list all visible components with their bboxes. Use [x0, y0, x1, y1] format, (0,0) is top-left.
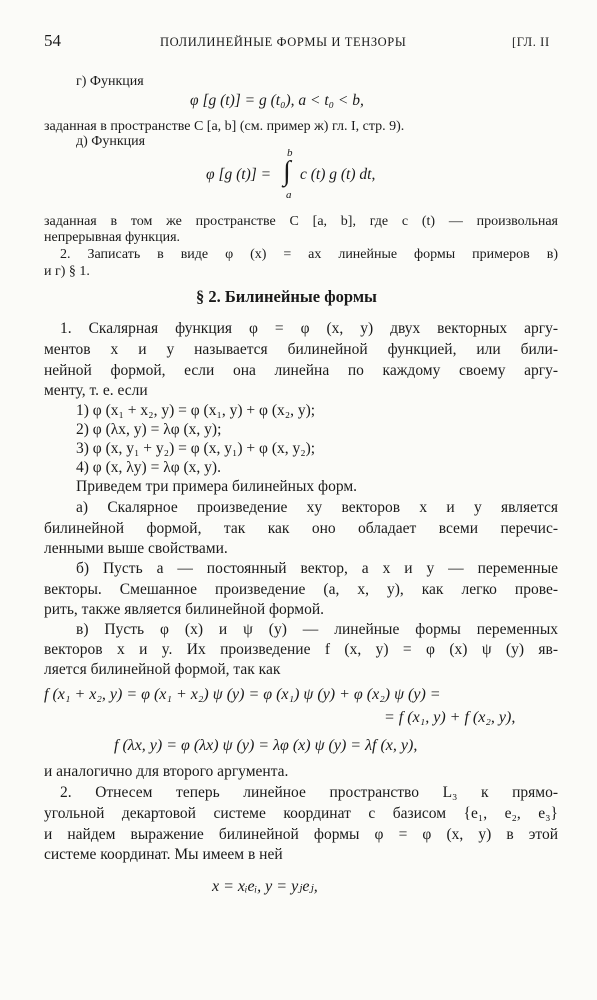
final-equation: x = xᵢeᵢ, y = yⱼeⱼ,	[212, 878, 318, 895]
example-a-line-2: билинейной формой, так как оно обладает всеми перечис-	[44, 520, 558, 537]
example-v-line-1: в) Пусть φ (x) и ψ (y) — линейные формы переменных	[76, 621, 558, 638]
paragraph-1-line-1: 1. Скалярная функция φ = φ (x, y) двух векторных аргу-	[60, 320, 558, 337]
integral-upper-limit: b	[287, 147, 293, 159]
condition-4: 4) φ (x, λy) = λφ (x, y).	[76, 459, 221, 476]
example-b-line-1: б) Пусть a — постоянный вектор, а x и y — переменные	[76, 560, 558, 577]
paragraph-1-line-2: ментов x и y называется билинейной функцией, или били-	[44, 341, 558, 358]
section-title: § 2. Билинейные формы	[196, 287, 377, 306]
example-v-line-3: ляется билинейной формой, так как	[44, 661, 281, 678]
paragraph-1-line-4: менту, т. е. если	[44, 382, 148, 399]
paragraph-2-line-4: системе координат. Мы имеем в ней	[44, 846, 283, 863]
example-g-label: г) Функция	[76, 74, 144, 89]
paragraph-1-line-3: нейной формой, если она линейна по каждому своему аргу-	[44, 362, 558, 379]
example-b-line-3: рить, также является билинейной формой.	[44, 601, 325, 618]
paragraph-2-line-3: и найдем выражение билинейной формы φ = φ (x, y) в этой	[44, 826, 558, 843]
equation-2: f (λx, y) = φ (λx) ψ (y) = λφ (x) ψ (y) = λf (x, y),	[114, 737, 418, 754]
example-d-label: д) Функция	[76, 134, 146, 149]
condition-2: 2) φ (λx, y) = λφ (x, y);	[76, 421, 222, 438]
integral-sign: ∫	[283, 156, 291, 187]
example-v-line-2: векторов x и y. Их произведение f (x, y) = φ (x) ψ (y) яв-	[44, 641, 558, 658]
example-g-formula: φ [g (t)] = g (t₀), a < t₀ < b,	[190, 92, 364, 109]
chapter-label: [ГЛ. II	[512, 35, 550, 49]
equation-1-line-2: = f (x₁, y) + f (x₂, y),	[384, 709, 516, 726]
after-equation-text: и аналогично для второго аргумента.	[44, 763, 289, 780]
example-g-description: заданная в пространстве C [a, b] (см. пример ж) гл. I, стр. 9).	[44, 119, 405, 134]
examples-intro: Приведем три примера билинейных форм.	[76, 478, 358, 495]
equation-1-line-1: f (x₁ + x₂, y) = φ (x₁ + x₂) ψ (y) = φ (x₁) ψ (y) + φ (x₂) ψ (y) =	[44, 686, 441, 703]
example-a-line-3: ленными выше свойствами.	[44, 540, 228, 557]
example-a-line-1: а) Скалярное произведение xy векторов x и y является	[76, 499, 558, 516]
example-d-description-1: заданная в том же пространстве C [a, b], где c (t) — произвольная	[44, 214, 558, 229]
paragraph-2-line-2: угольной декартовой системе координат с базисом {e₁, e₂, e₃}	[44, 805, 558, 822]
condition-3: 3) φ (x, y₁ + y₂) = φ (x, y₁) + φ (x, y₂);	[76, 440, 316, 457]
example-d-formula-left: φ [g (t)] =	[206, 166, 272, 183]
condition-1: 1) φ (x₁ + x₂, y) = φ (x₁, y) + φ (x₂, y);	[76, 402, 316, 419]
exercise-line-1: 2. Записать в виде φ (x) = ax линейные формы примеров в)	[60, 247, 558, 262]
page-number: 54	[44, 31, 61, 50]
paragraph-2-line-1: 2. Отнесем теперь линейное пространство L₃ к прямо-	[60, 784, 558, 801]
example-b-line-2: векторы. Смешанное произведение (a, x, y), как легко прове-	[44, 581, 558, 598]
running-title: ПОЛИЛИНЕЙНЫЕ ФОРМЫ И ТЕНЗОРЫ	[160, 35, 407, 49]
integral-lower-limit: a	[286, 189, 292, 201]
example-d-description-2: непрерывная функция.	[44, 230, 181, 245]
example-d-formula-right: c (t) g (t) dt,	[300, 166, 376, 183]
exercise-line-2: и г) § 1.	[44, 264, 90, 279]
